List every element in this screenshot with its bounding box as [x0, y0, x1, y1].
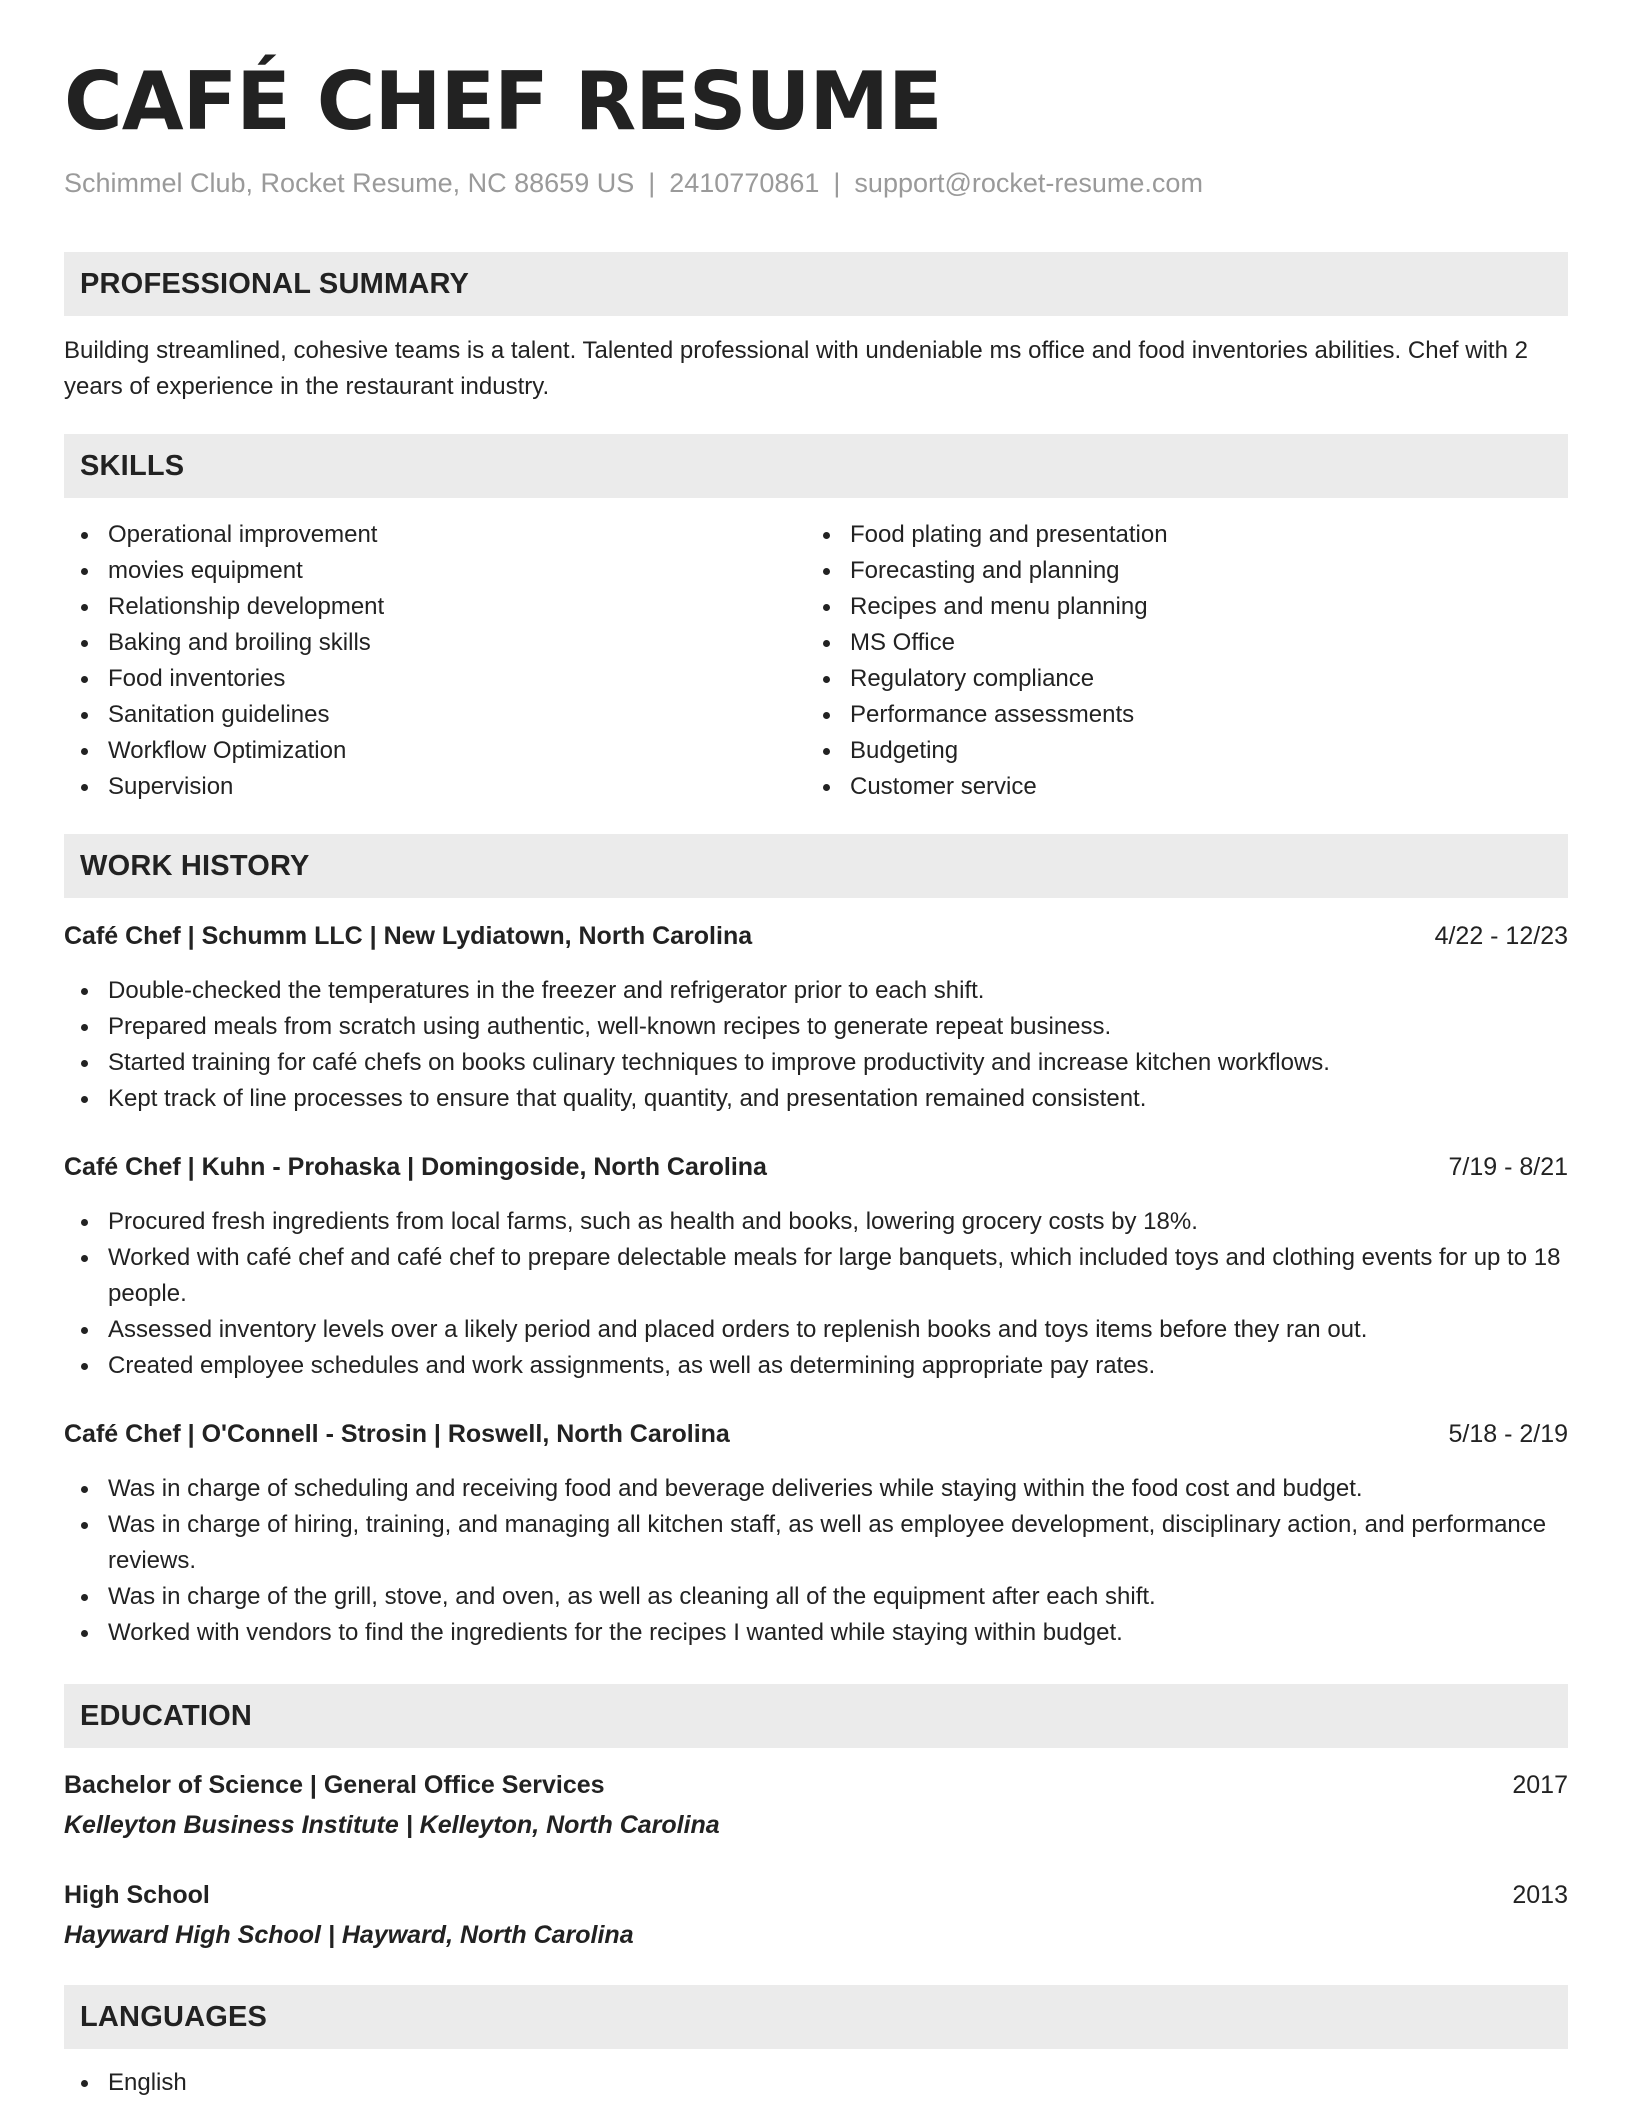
summary-text: Building streamlined, cohesive teams is a talent. Talented professional with undeniable ms office and food inventories abilities. Chef with 2 years of experience in the restaurant industry. [64, 337, 1528, 400]
education-year: 2017 [1512, 1771, 1568, 1799]
skills-column-right [806, 517, 1546, 805]
job-entry [64, 1149, 1568, 1384]
section-header-education [64, 1684, 1568, 1748]
section-title: WORK HISTORY [80, 850, 310, 882]
contact-line [64, 165, 1203, 201]
job-bullet: Assessed inventory levels over a likely period and placed orders to replenish books and toys items before they ran out. [64, 1312, 1568, 1348]
skill-item: Baking and broiling skills [64, 625, 804, 661]
education-school: Kelleyton Business Institute | Kelleyton, North Carolina [64, 1811, 720, 1839]
education-entry [64, 1877, 1568, 1953]
section-title: EDUCATION [80, 1700, 253, 1732]
job-dates: 4/22 - 12/23 [1434, 922, 1568, 950]
languages-list [64, 2065, 1568, 2101]
contact-phone: 2410770861 [669, 168, 820, 198]
job-entry [64, 918, 1568, 1117]
job-bullet: Double-checked the temperatures in the freezer and refrigerator prior to each shift. [64, 973, 1568, 1009]
contact-separator: | [648, 168, 656, 198]
skill-item: MS Office [806, 625, 1546, 661]
section-title: PROFESSIONAL SUMMARY [80, 268, 470, 300]
skill-item: Workflow Optimization [64, 733, 804, 769]
section-header-work-history [64, 834, 1568, 898]
job-entry [64, 1416, 1568, 1651]
education-school: Hayward High School | Hayward, North Carolina [64, 1921, 634, 1949]
job-bullet: Worked with vendors to find the ingredients for the recipes I wanted while staying within budget. [64, 1615, 1568, 1651]
skill-item: Regulatory compliance [806, 661, 1546, 697]
education-degree: High School [64, 1881, 210, 1909]
education-entry [64, 1767, 1568, 1843]
education-year: 2013 [1512, 1881, 1568, 1909]
skill-item: Food inventories [64, 661, 804, 697]
resume-title: CAFÉ CHEF RESUME [64, 55, 942, 148]
job-title: Café Chef | Schumm LLC | New Lydiatown, North Carolina [64, 922, 753, 950]
skill-item: Budgeting [806, 733, 1546, 769]
job-dates: 5/18 - 2/19 [1448, 1420, 1568, 1448]
skill-item: Recipes and menu planning [806, 589, 1546, 625]
skill-item: Sanitation guidelines [64, 697, 804, 733]
skill-item: movies equipment [64, 553, 804, 589]
education-degree: Bachelor of Science | General Office Services [64, 1771, 605, 1799]
job-dates: 7/19 - 8/21 [1448, 1153, 1568, 1181]
job-bullet: Prepared meals from scratch using authentic, well-known recipes to generate repeat business. [64, 1009, 1568, 1045]
job-bullet: Was in charge of the grill, stove, and oven, as well as cleaning all of the equipment after each shift. [64, 1579, 1568, 1615]
skills-column-left [64, 517, 804, 805]
section-header-skills [64, 434, 1568, 498]
section-title: LANGUAGES [80, 2001, 268, 2033]
skill-item: Customer service [806, 769, 1546, 805]
skill-item: Operational improvement [64, 517, 804, 553]
job-bullet: Kept track of line processes to ensure that quality, quantity, and presentation remained consistent. [64, 1081, 1568, 1117]
contact-email: support@rocket-resume.com [854, 168, 1203, 198]
job-bullet: Was in charge of hiring, training, and managing all kitchen staff, as well as employee development, disciplinary action, and performance reviews. [64, 1507, 1568, 1579]
job-bullet: Procured fresh ingredients from local farms, such as health and books, lowering grocery costs by 18%. [64, 1204, 1568, 1240]
section-header-summary [64, 252, 1568, 316]
skill-item: Supervision [64, 769, 804, 805]
job-title: Café Chef | O'Connell - Strosin | Roswell, North Carolina [64, 1420, 730, 1448]
contact-separator: | [833, 168, 841, 198]
job-bullet: Started training for café chefs on books culinary techniques to improve productivity and increase kitchen workflows. [64, 1045, 1568, 1081]
job-bullet: Worked with café chef and café chef to prepare delectable meals for large banquets, which included toys and clothing events for up to 18 people. [64, 1240, 1568, 1312]
skill-item: Relationship development [64, 589, 804, 625]
job-title: Café Chef | Kuhn - Prohaska | Domingoside, North Carolina [64, 1153, 767, 1181]
job-bullet: Created employee schedules and work assignments, as well as determining appropriate pay rates. [64, 1348, 1568, 1384]
skill-item: Forecasting and planning [806, 553, 1546, 589]
section-header-languages [64, 1985, 1568, 2049]
section-title: SKILLS [80, 450, 185, 482]
contact-address: Schimmel Club, Rocket Resume, NC 88659 US [64, 168, 635, 198]
skill-item: Food plating and presentation [806, 517, 1546, 553]
skill-item: Performance assessments [806, 697, 1546, 733]
job-bullet: Was in charge of scheduling and receiving food and beverage deliveries while staying within the food cost and budget. [64, 1471, 1568, 1507]
language-item: English [64, 2065, 1568, 2101]
